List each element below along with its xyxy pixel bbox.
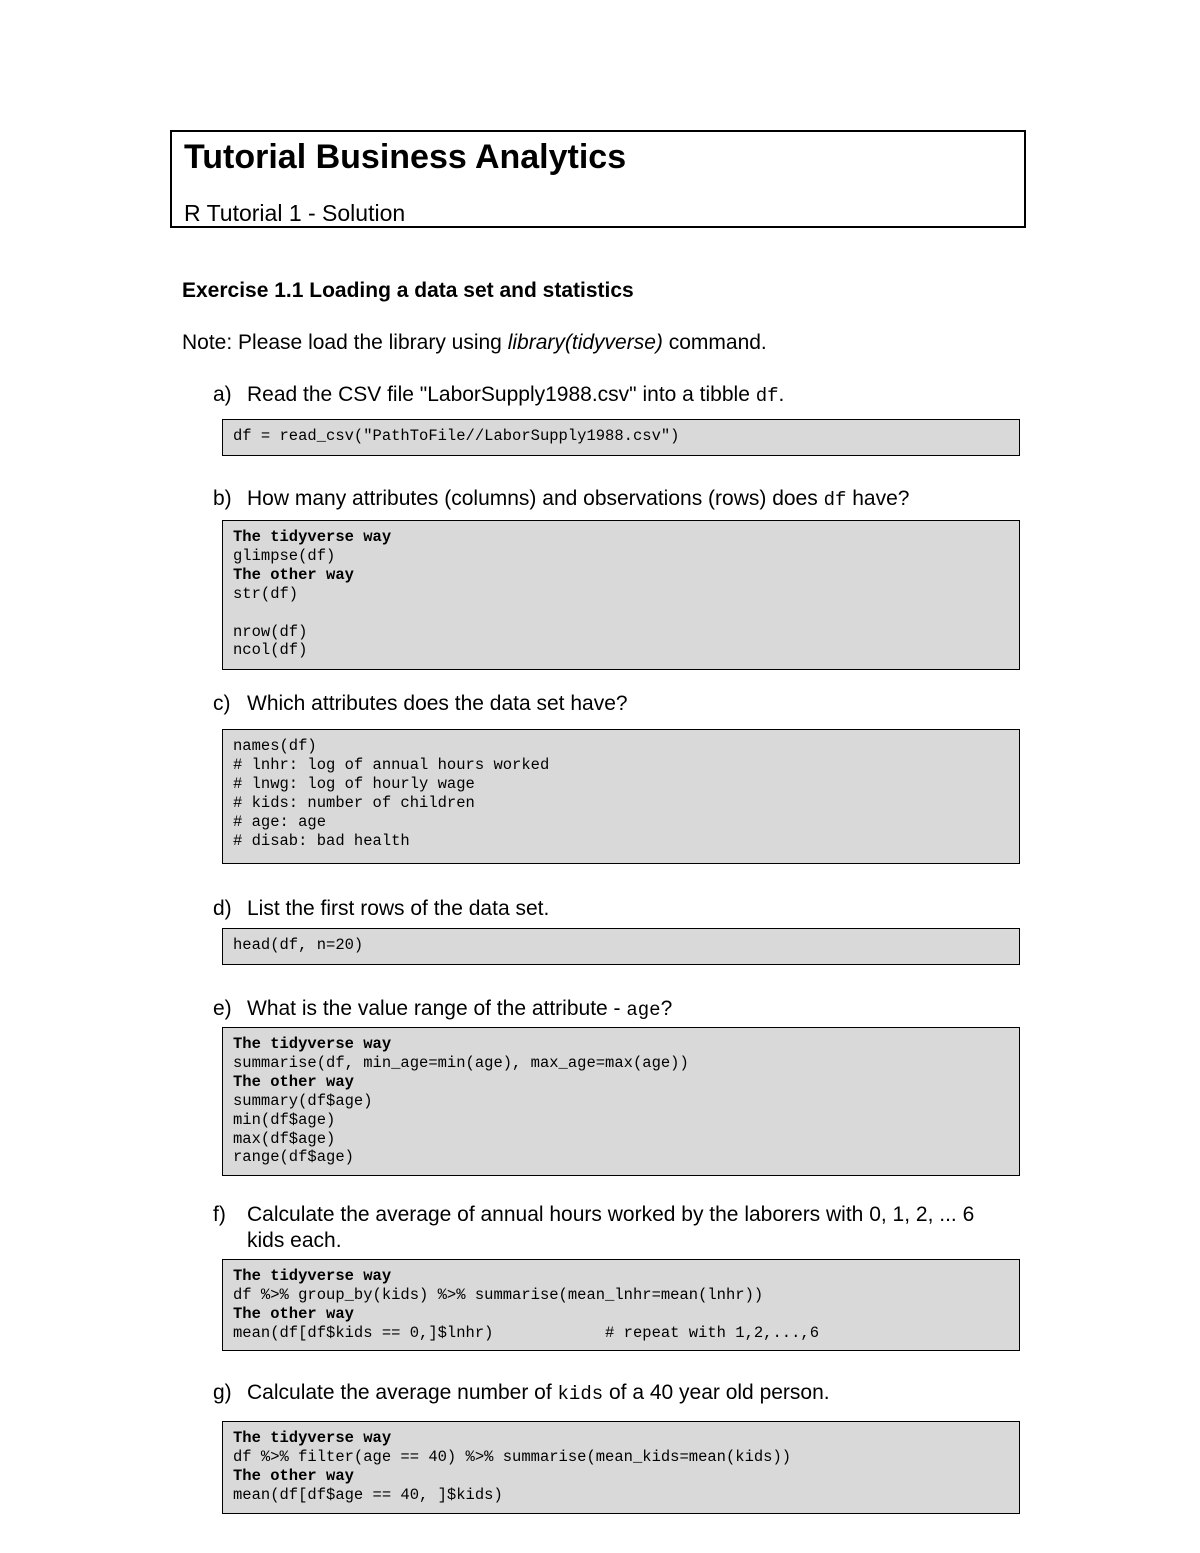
question-c	[213, 691, 628, 717]
question-text: How many attributes (columns) and observations (rows) does	[247, 487, 824, 510]
code-line: names(df)	[233, 737, 317, 755]
question-text-end: have?	[846, 487, 910, 510]
inline-code: df	[755, 385, 779, 407]
code-line: nrow(df)	[233, 622, 308, 641]
question-e	[213, 996, 672, 1023]
inline-code: df	[823, 489, 847, 511]
code-section-label: The other way	[233, 1466, 354, 1485]
code-line: # age: age	[233, 812, 327, 831]
code-line: df = read_csv("PathToFile//LaborSupply1988.csv")	[233, 427, 680, 445]
code-line: mean(df[df$kids == 0,]$lnhr) # repeat with 1,2,...,6	[233, 1323, 819, 1342]
code-line: summarise(df, min_age=min(age), max_age=max(age))	[233, 1053, 689, 1072]
code-line: # lnwg: log of hourly wage	[233, 774, 475, 793]
code-line: ncol(df)	[233, 641, 308, 660]
code-section-label: The tidyverse way	[233, 1429, 392, 1447]
code-block-e	[222, 1027, 1020, 1176]
question-g	[213, 1380, 830, 1407]
question-a	[213, 382, 784, 409]
question-text: Calculate the average number of	[247, 1381, 558, 1404]
question-text-end: of a 40 year old person.	[603, 1381, 830, 1404]
question-text: Calculate the average of annual hours worked by the laborers with 0, 1, 2, ... 6	[247, 1203, 975, 1226]
title-box	[170, 130, 1026, 228]
code-line: df %>% filter(age == 40) %>% summarise(mean_kids=mean(kids))	[233, 1447, 792, 1466]
question-text: List the first rows of the data set.	[247, 897, 550, 920]
question-text-end: ?	[660, 997, 673, 1020]
question-b	[213, 486, 909, 513]
note-library-command: library(tidyverse)	[507, 331, 663, 354]
code-line	[233, 604, 1009, 623]
question-d	[213, 896, 549, 922]
code-line: glimpse(df)	[233, 546, 336, 565]
code-section-label: The other way	[233, 1072, 354, 1091]
question-text-continued: kids each.	[247, 1229, 342, 1252]
question-text: What is the value range of the attribute -	[247, 997, 627, 1020]
code-block-f	[222, 1259, 1020, 1351]
code-block-a	[222, 419, 1020, 456]
code-section-label: The other way	[233, 1304, 354, 1323]
question-letter: g)	[213, 1381, 232, 1404]
question-letter: a)	[213, 383, 232, 406]
note-prefix: Note: Please load the library using	[182, 331, 508, 354]
question-text-end: .	[778, 383, 785, 406]
question-text: Which attributes does the data set have?	[247, 692, 628, 715]
question-letter: e)	[213, 997, 232, 1020]
question-letter: f)	[213, 1203, 226, 1226]
question-letter: d)	[213, 897, 232, 920]
question-text: Read the CSV file "LaborSupply1988.csv" into a tibble	[247, 383, 756, 406]
exercise-heading: Exercise 1.1 Loading a data set and statistics	[182, 279, 634, 302]
code-section-label: The other way	[233, 565, 354, 584]
code-line: min(df$age)	[233, 1110, 336, 1129]
inline-code: kids	[557, 1383, 604, 1405]
code-line: head(df, n=20)	[233, 936, 364, 954]
question-letter: b)	[213, 487, 232, 510]
document-title: Tutorial Business Analytics	[184, 138, 627, 176]
code-line: range(df$age)	[233, 1148, 354, 1167]
question-letter: c)	[213, 692, 231, 715]
question-f	[213, 1202, 974, 1254]
document-subtitle: R Tutorial 1 - Solution	[184, 200, 406, 226]
code-line: max(df$age)	[233, 1129, 336, 1148]
code-block-b	[222, 520, 1020, 670]
code-line: str(df)	[233, 584, 299, 603]
code-line: # disab: bad health	[233, 831, 410, 850]
note-suffix: command.	[662, 331, 767, 354]
code-line: # lnhr: log of annual hours worked	[233, 755, 550, 774]
code-block-d	[222, 928, 1020, 965]
code-line: mean(df[df$age == 40, ]$kids)	[233, 1485, 503, 1504]
code-section-label: The tidyverse way	[233, 1267, 392, 1285]
code-section-label: The tidyverse way	[233, 1035, 392, 1053]
inline-code: age	[626, 999, 661, 1021]
code-section-label: The tidyverse way	[233, 528, 392, 546]
code-block-c	[222, 729, 1020, 864]
code-block-g	[222, 1421, 1020, 1514]
note-paragraph	[182, 331, 767, 355]
code-line: summary(df$age)	[233, 1091, 373, 1110]
code-line: df %>% group_by(kids) %>% summarise(mean_lnhr=mean(lnhr))	[233, 1285, 764, 1304]
code-line: # kids: number of children	[233, 793, 475, 812]
